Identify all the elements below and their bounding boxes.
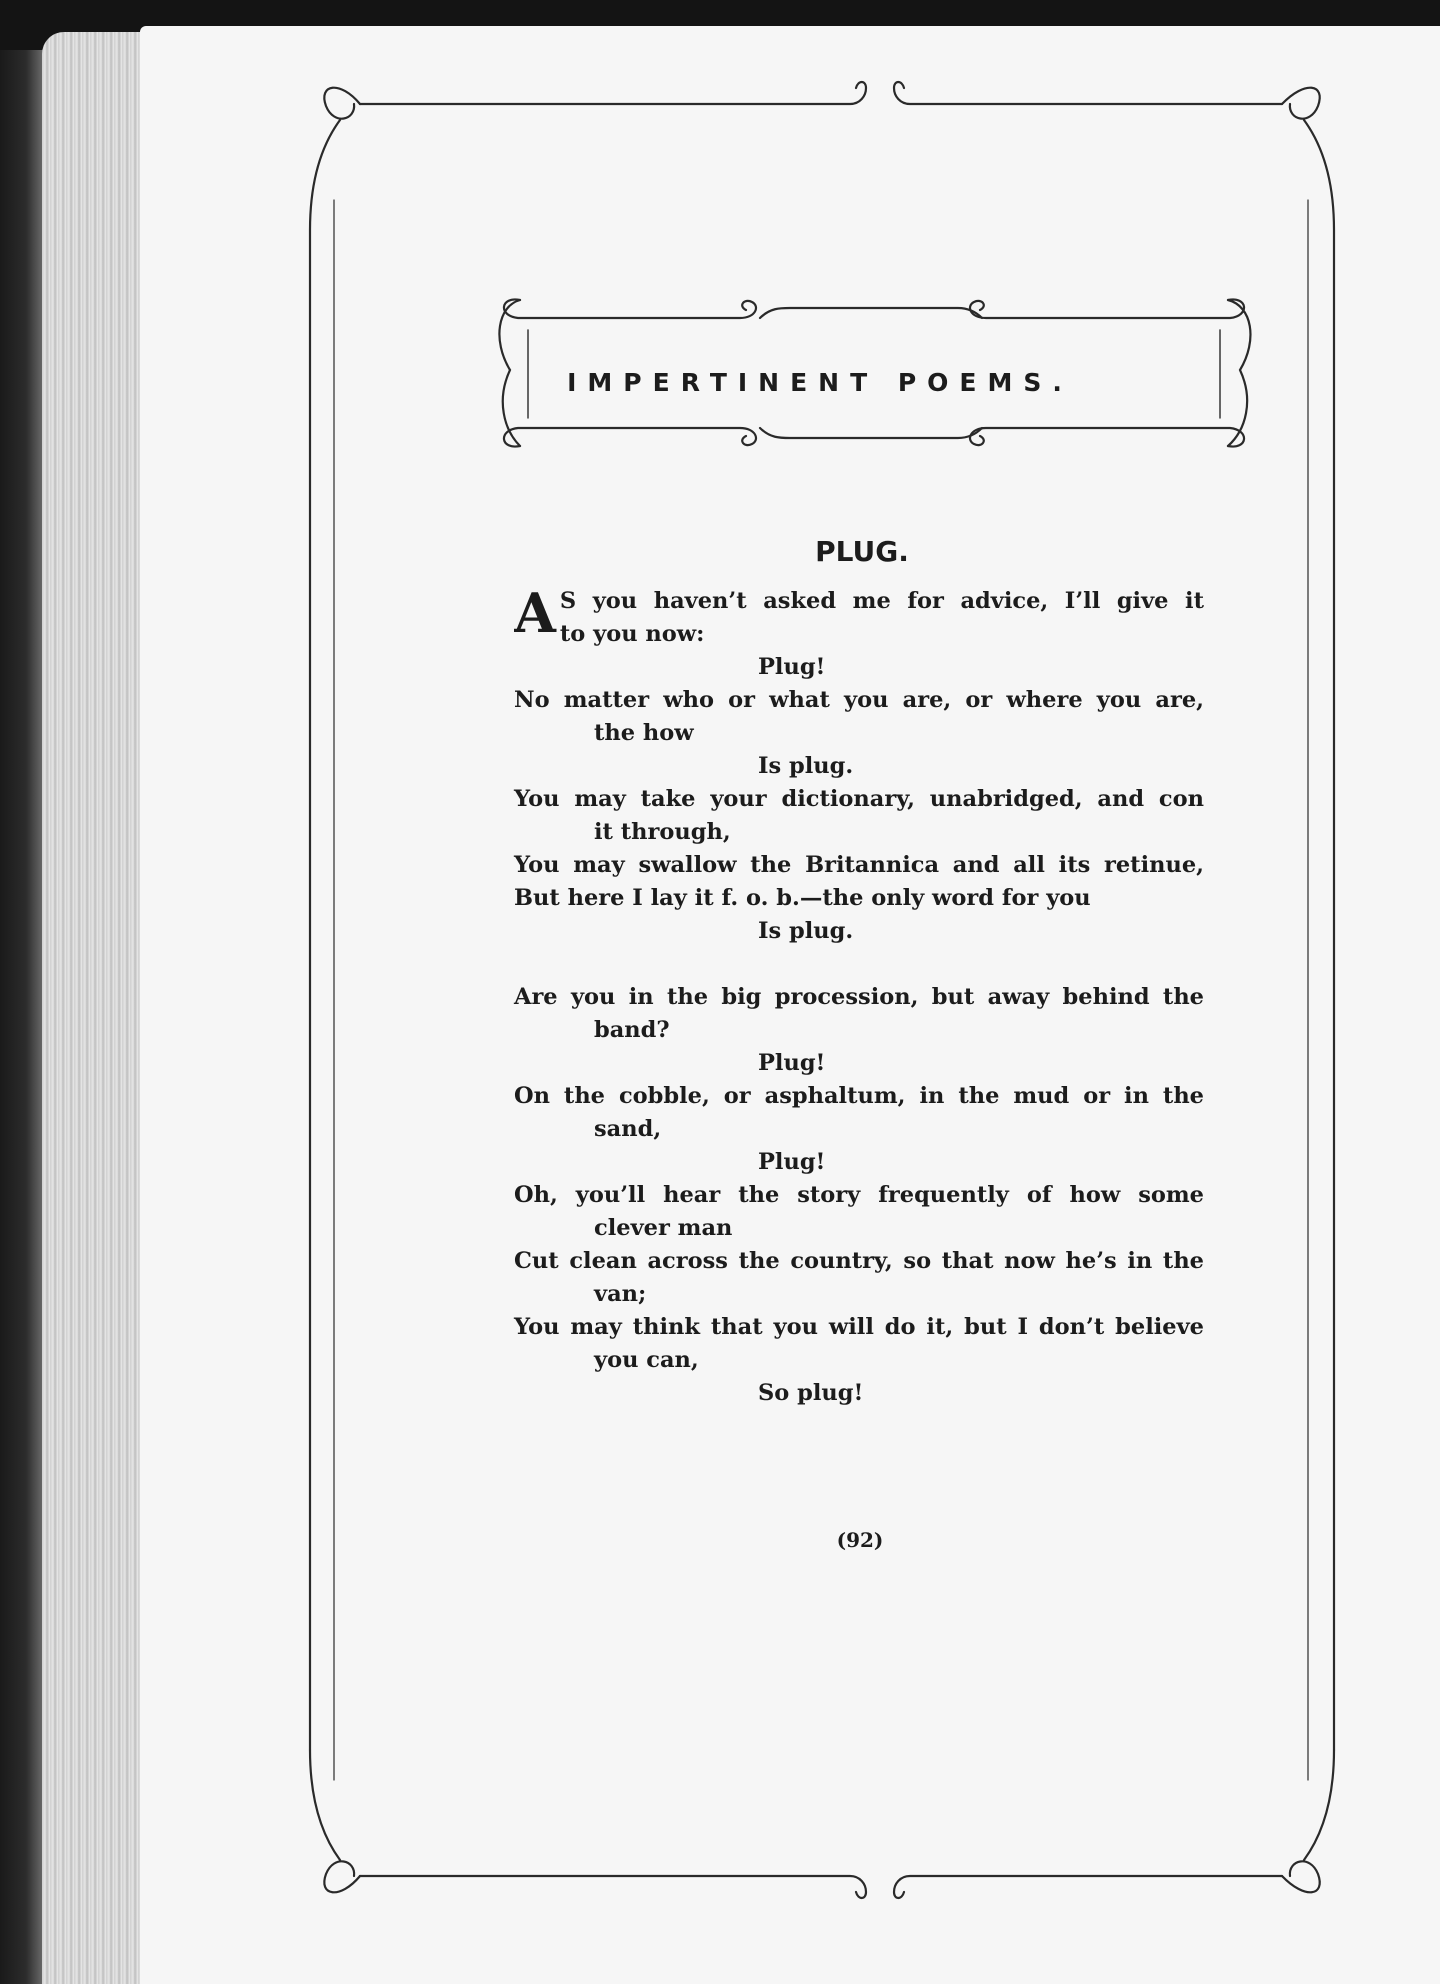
poem-refrain: Plug! bbox=[758, 1149, 826, 1175]
poem-line: Oh, you’ll hear the story frequently of how some bbox=[514, 1182, 1204, 1208]
poem-line: Cut clean across the country, so that now he’s in the bbox=[514, 1248, 1204, 1274]
poem-line: the how bbox=[594, 720, 694, 746]
poem-line: band? bbox=[594, 1017, 670, 1043]
poem-line: van; bbox=[594, 1281, 647, 1307]
poem-line: Are you in the big procession, but away behind the bbox=[514, 984, 1204, 1010]
poem-line: it through, bbox=[594, 819, 731, 845]
poem-refrain: Is plug. bbox=[758, 918, 854, 944]
stanza-gap bbox=[514, 948, 1204, 981]
poem-body bbox=[514, 585, 1204, 1410]
poem-line: to you now: bbox=[559, 621, 705, 647]
poem-refrain: Plug! bbox=[758, 1050, 826, 1076]
page-number: (92) bbox=[836, 1528, 884, 1552]
poem-title: PLUG. bbox=[815, 535, 909, 568]
poem-line: you can, bbox=[594, 1347, 699, 1373]
poem-line: No matter who or what you are, or where you are, bbox=[514, 687, 1204, 713]
poem-line: clever man bbox=[594, 1215, 733, 1241]
poem-refrain: Is plug. bbox=[758, 753, 854, 779]
poem-line: You may swallow the Britannica and all its retinue, bbox=[514, 852, 1204, 878]
poem-line: S you haven’t asked me for advice, I’ll give it bbox=[559, 588, 1204, 614]
poem-refrain: Plug! bbox=[758, 654, 826, 680]
poem-line: You may take your dictionary, unabridged, and con bbox=[514, 786, 1204, 812]
drop-cap: A bbox=[514, 585, 556, 645]
poem-refrain: So plug! bbox=[758, 1380, 864, 1406]
poem-first-line bbox=[514, 585, 1204, 651]
poem-line: On the cobble, or asphaltum, in the mud or in the bbox=[514, 1083, 1204, 1109]
header-title: IMPERTINENT POEMS. bbox=[567, 368, 1073, 397]
poem-line: But here I lay it f. o. b.—the only word for you bbox=[514, 885, 1091, 911]
poem-line: You may think that you will do it, but I don’t believe bbox=[514, 1314, 1204, 1340]
poem-line: sand, bbox=[594, 1116, 662, 1142]
